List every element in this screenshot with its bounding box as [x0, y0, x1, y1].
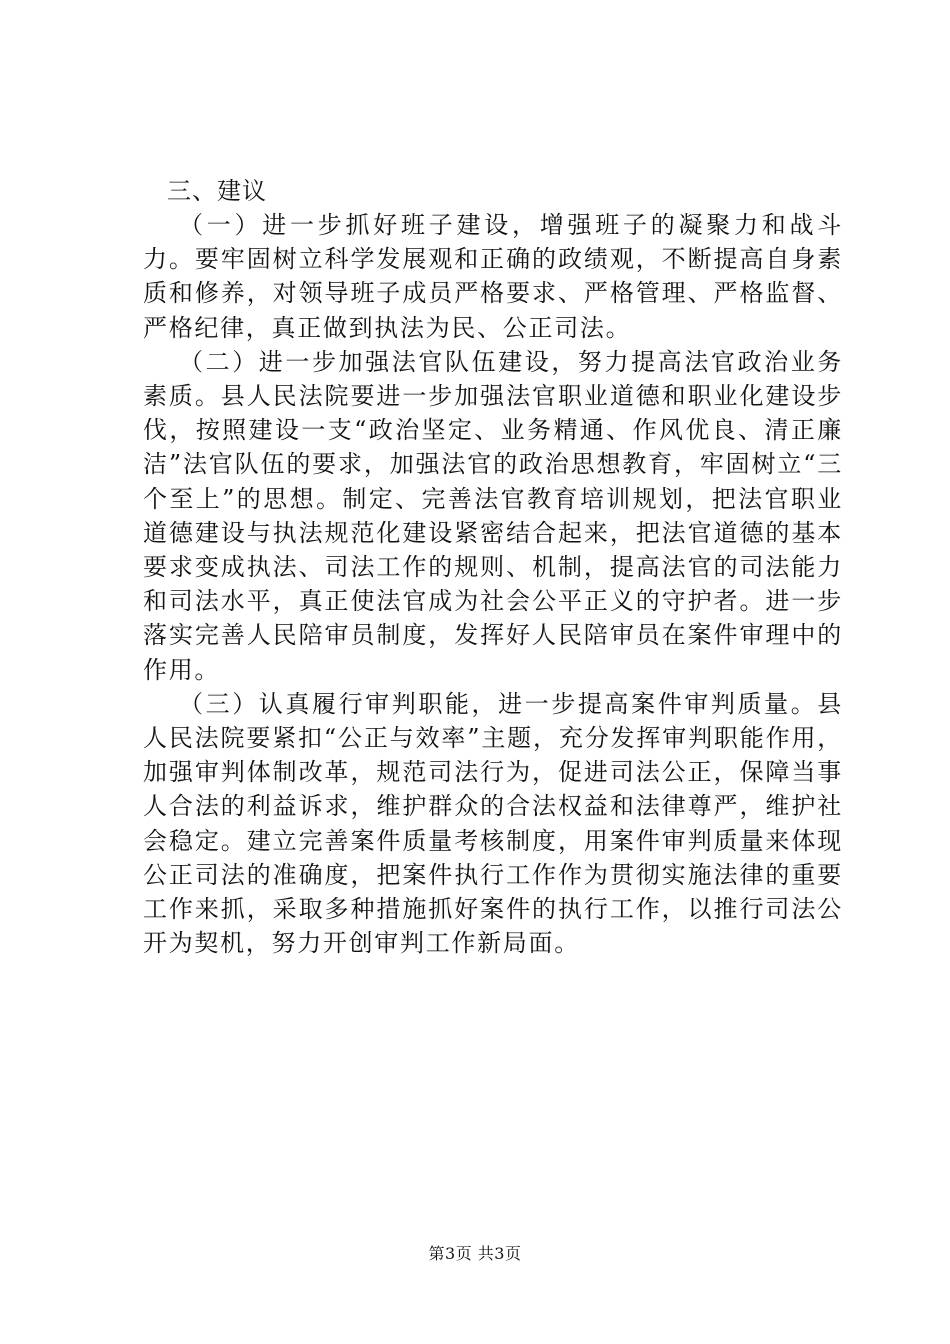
document-body [143, 174, 843, 960]
paragraph-3: （三）认真履行审判职能，进一步提高案件审判质量。县人民法院要紧扣“公正与效率”主题，充分发挥审判职能作用，加强审判体制改革，规范司法行为，促进司法公正，保障当事人合法的利益诉求，维护群众的合法权益和法律尊严，维护社会稳定。建立完善案件质量考核制度，用案件审判质量来体现公正司法的准确度，把案件执行工作作为贯彻实施法律的重要工作来抓，采取多种措施抓好案件的执行工作，以推行司法公开为契机，努力开创审判工作新局面。 [143, 689, 843, 958]
page-footer: 第3页 共3页 [428, 1244, 522, 1263]
section-heading: 三、建议 [167, 177, 267, 205]
paragraph-2: （二）进一步加强法官队伍建设，努力提高法官政治业务素质。县人民法院要进一步加强法官职业道德和职业化建设步伐，按照建设一支“政治坚定、业务精通、作风优良、清正廉洁”法官队伍的要求，加强法官的政治思想教育，牢固树立“三个至上”的思想。制定、完善法官教育培训规划，把法官职业道德建设与执法规范化建设紧密结合起来，把法官道德的基本要求变成执法、司法工作的规则、机制，提高法官的司法能力和司法水平，真正使法官成为社会公平正义的守护者。进一步落实完善人民陪审员制度，发挥好人民陪审员在案件审理中的作用。 [143, 347, 843, 684]
paragraph-1: （一）进一步抓好班子建设，增强班子的凝聚力和战斗力。要牢固树立科学发展观和正确的政绩观，不断提高自身素质和修养，对领导班子成员严格要求、严格管理、严格监督、严格纪律，真正做到执法为民、公正司法。 [143, 211, 843, 342]
